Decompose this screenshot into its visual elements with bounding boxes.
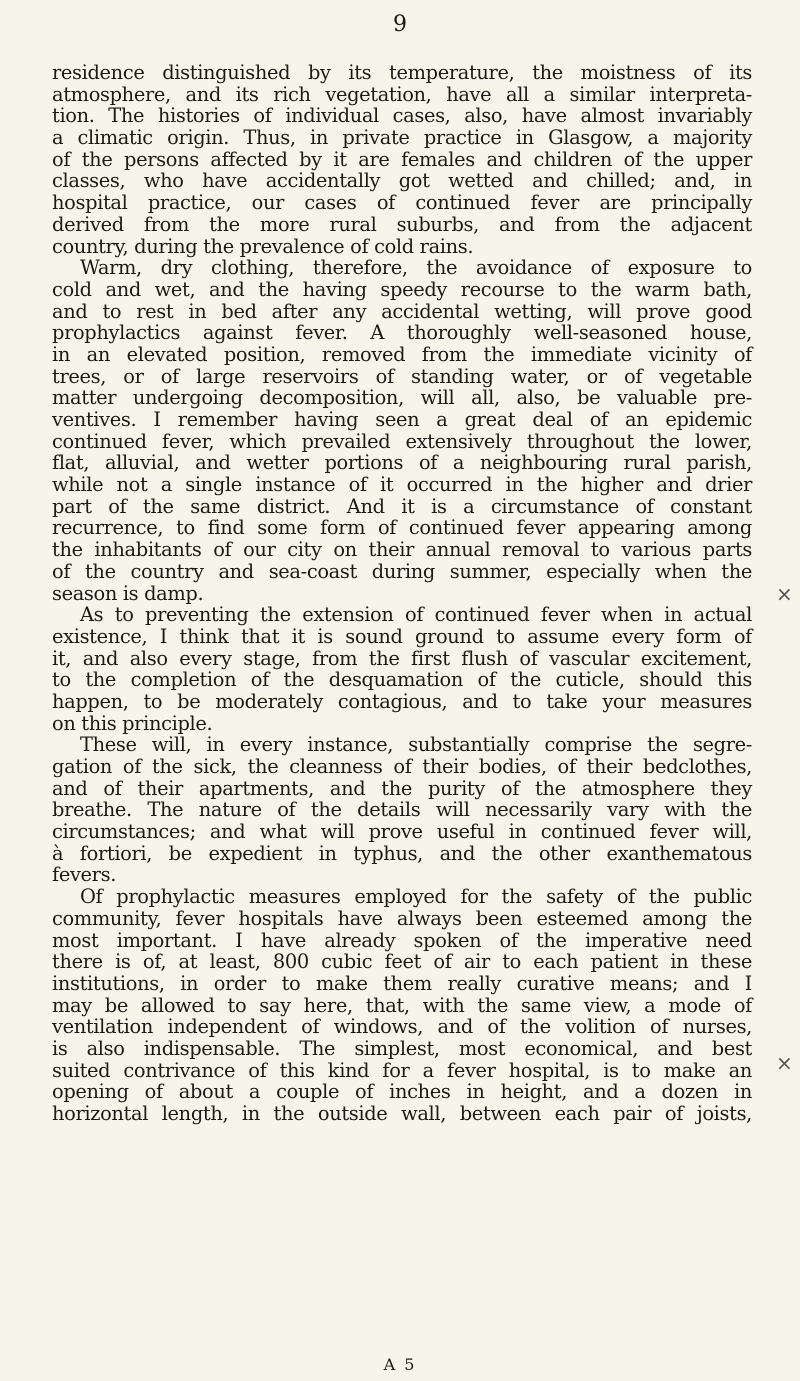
paragraph-start: Warm, dry clothing, therefore, the avoidance of exposure to	[80, 256, 752, 280]
text-line: suited contrivance of this kind for a fever hospital, is to make an	[52, 1058, 752, 1082]
text-line: and of their apartments, and the purity of the atmosphere they	[52, 776, 752, 800]
text-line: while not a single instance of it occurred in the higher and drier	[52, 473, 752, 497]
text-line: continued fever, which prevailed extensively throughout the lower,	[52, 429, 752, 453]
text-line: cold and wet, and the having speedy recourse to the warm bath,	[52, 277, 752, 301]
text-line: of the country and sea-coast during summer, especially when the	[52, 559, 752, 583]
margin-cross-mark: ×	[776, 1051, 793, 1075]
paragraph-start: Of prophylactic measures employed for the safety of the public	[80, 885, 752, 909]
text-line: community, fever hospitals have always been esteemed among the	[52, 906, 752, 930]
text-line: gation of the sick, the cleanness of their bodies, of their bedclothes,	[52, 755, 752, 778]
text-line: season is damp.	[52, 581, 204, 605]
text-line: institutions, in order to make them really curative means; and I	[52, 971, 752, 995]
text-line: matter undergoing decomposition, will all, also, be valuable pre-	[52, 386, 752, 410]
text-line: happen, to be moderately contagious, and to take your measures	[52, 689, 752, 713]
text-line: derived from the more rural suburbs, and from the adjacent	[52, 212, 752, 236]
text-line: horizontal length, in the outside wall, between each pair of joists,	[52, 1102, 752, 1125]
text-line: residence distinguished by its temperature, the moistness of its	[52, 61, 752, 84]
text-line: existence, I think that it is sound ground to assume every form of	[52, 624, 752, 648]
signature-mark: A 5	[383, 1355, 417, 1374]
text-line: most important. I have already spoken of the imperative need	[52, 928, 752, 952]
text-line: country, during the prevalence of cold rains.	[52, 234, 474, 258]
body-text	[52, 62, 752, 1125]
text-line: part of the same district. And it is a circumstance of constant	[52, 494, 752, 518]
text-line: ventives. I remember having seen a great deal of an epidemic	[52, 408, 752, 431]
text-line: breathe. The nature of the details will necessarily vary with the	[52, 798, 752, 822]
text-line: in an elevated position, removed from the immediate vicinity of	[52, 342, 752, 366]
margin-cross-mark: ×	[776, 582, 793, 606]
text-line: ventilation independent of windows, and of the volition of nurses,	[52, 1015, 752, 1039]
paragraph-start: These will, in every instance, substantially comprise the segre-	[80, 733, 752, 757]
text-line: classes, who have accidentally got wetted and chilled; and, in	[52, 169, 752, 193]
page-number: 9	[393, 12, 407, 37]
text-line: hospital practice, our cases of continued fever are principally	[52, 191, 752, 215]
text-line: prophylactics against fever. A thoroughly well-seasoned house,	[52, 321, 752, 345]
text-line: the inhabitants of our city on their annual removal to various parts	[52, 538, 752, 562]
text-line: à fortiori, be expedient in typhus, and the other exanthematous	[52, 841, 752, 865]
text-line: is also indispensable. The simplest, most economical, and best	[52, 1036, 752, 1060]
text-line: a climatic origin. Thus, in private practice in Glasgow, a majority	[52, 126, 752, 150]
text-line: there is of, at least, 800 cubic feet of air to each patient in these	[52, 950, 752, 974]
text-line: fevers.	[52, 863, 117, 887]
text-line: atmosphere, and its rich vegetation, have all a similar interpreta-	[52, 82, 752, 106]
text-line: flat, alluvial, and wetter portions of a neighbouring rural parish,	[52, 451, 752, 475]
text-line: may be allowed to say here, that, with the same view, a mode of	[52, 993, 752, 1017]
text-line: and to rest in bed after any accidental wetting, will prove good	[52, 299, 752, 323]
text-line: of the persons affected by it are females and children of the upper	[52, 147, 752, 171]
text-line: on this principle.	[52, 711, 213, 735]
text-line: to the completion of the desquamation of the cuticle, should this	[52, 668, 752, 692]
text-line: circumstances; and what will prove useful in continued fever will,	[52, 820, 752, 844]
text-line: trees, or of large reservoirs of standing water, or of vegetable	[52, 364, 752, 388]
text-line: tion. The histories of individual cases, also, have almost invariably	[52, 104, 752, 128]
paragraph-start: As to preventing the extension of continued fever when in actual	[80, 603, 752, 627]
text-line: it, and also every stage, from the first flush of vascular excitement,	[52, 646, 752, 670]
text-line: recurrence, to find some form of continued fever appearing among	[52, 516, 752, 540]
text-line: opening of about a couple of inches in height, and a dozen in	[52, 1080, 752, 1104]
